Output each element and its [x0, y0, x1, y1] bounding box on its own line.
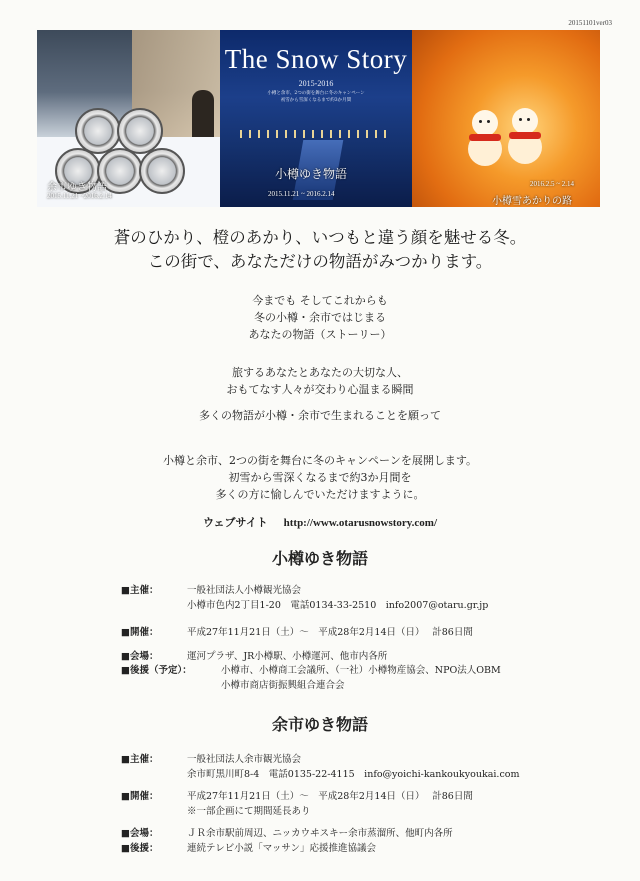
row-label: ■会場：	[121, 651, 159, 662]
whisky-barrel	[117, 108, 163, 154]
row-label: ■会場：	[121, 828, 159, 839]
row-value: 小樽市商店街振興組合連合会	[221, 680, 345, 691]
intro-block-1	[0, 292, 640, 343]
intro-line: 多くの物語が小樽・余市で生まれることを願って	[199, 409, 441, 422]
yoichi-organizer-row	[121, 752, 520, 782]
banner-caption-yoichi: 余市ゆき物語	[47, 182, 107, 193]
lead-line: この街で、あなただけの物語がみつかります。	[147, 252, 493, 271]
section-title-yoichi: 余市ゆき物語	[271, 715, 368, 734]
row-value: 小樽市、小樽商工会議所、（一社）小樽物産協会、NPO法人OBM	[221, 665, 501, 676]
intro-line: 今までも そしてこれからも	[252, 294, 388, 307]
intro-line: あなたの物語（ストーリー）	[248, 328, 392, 341]
yoichi-venue-row	[121, 826, 453, 841]
otaru-venue-row	[121, 649, 387, 664]
intro-line: 小樽と余市、2つの街を舞台に冬のキャンペーンを展開します。	[163, 454, 477, 467]
banner-panel-yukiakari	[412, 30, 600, 207]
intro-line: 初雪から雪深くなるまで約3か月間を	[228, 471, 412, 484]
otaru-period-row	[121, 625, 473, 640]
snowman	[472, 110, 498, 166]
snowman	[512, 108, 538, 164]
intro-block-3	[0, 407, 640, 424]
row-value: 余市町黒川町8-4 電話0135-22-4115 info@yoichi-kankoukyoukai.com	[187, 769, 520, 780]
row-value: ＪＲ余市駅前周辺、ニッカウヰスキー余市蒸溜所、他町内各所	[187, 828, 453, 839]
row-value: 一般社団法人小樽観光協会	[187, 585, 302, 596]
banner-caption-otaru: 小樽ゆき物語	[275, 167, 348, 181]
section-title-otaru: 小樽ゆき物語	[271, 549, 368, 568]
row-label: ■後援（予定）：	[121, 665, 192, 676]
row-value: 一般社団法人余市観光協会	[187, 754, 302, 765]
otaru-support-row	[121, 663, 501, 693]
snow-story-years: 2015-2016	[298, 79, 334, 88]
banner-panel-snow-story	[220, 30, 412, 207]
whisky-barrel	[75, 108, 121, 154]
whisky-barrel	[139, 148, 185, 194]
intro-line: 多くの方に愉しんでいただけますように。	[215, 488, 425, 501]
row-label: ■主催：	[121, 585, 159, 596]
row-label: ■開催：	[121, 627, 159, 638]
website-link[interactable]: http://www.otarusnowstory.com/	[283, 517, 438, 529]
row-value: 運河プラザ、JR小樽駅、小樽運河、他市内各所	[187, 651, 388, 662]
row-label: ■後援：	[121, 843, 159, 854]
yoichi-support-row	[121, 841, 376, 856]
row-value: 小樽市色内2丁目1-20 電話0134-33-2510 info2007@otaru.gr.jp	[187, 600, 489, 611]
snow-story-title: The Snow Story	[224, 44, 408, 74]
intro-line: 旅するあなたとあなたの大切な人、	[232, 366, 408, 379]
row-label: ■開催：	[121, 791, 159, 802]
row-value: 平成27年11月21日（土）～ 平成28年2月14日（日） 計86日間	[187, 791, 473, 802]
snow-story-subline: 初雪から雪深くなるまで約3か月間	[280, 98, 352, 103]
row-label: ■主催：	[121, 754, 159, 765]
banner-panel-yoichi	[37, 30, 220, 207]
snow-story-subline: 小樽と余市、2つの街を舞台に冬のキャンペーン	[267, 91, 365, 96]
intro-line: おもてなす人々が交わり心温まる瞬間	[226, 383, 414, 396]
lead-line: 蒼のひかり、橙のあかり、いつもと違う顔を魅せる冬。	[113, 228, 527, 247]
campaign-banner	[37, 30, 600, 207]
version-code: 20151101ver03	[568, 19, 612, 27]
yoichi-period-row	[121, 789, 473, 819]
row-value: 連続テレビ小説「マッサン」応援推進協議会	[187, 843, 376, 854]
row-value: ※一部企画にて期間延長あり	[187, 806, 311, 817]
canal-lights	[240, 130, 390, 138]
row-value: 平成27年11月21日（土）～ 平成28年2月14日（日） 計86日間	[187, 627, 473, 638]
banner-dates-yoichi: 2015.11.21 ~2016.2.14	[47, 192, 112, 200]
lead-copy	[0, 226, 640, 274]
banner-caption-yukiakari: 小樽雪あかりの路	[492, 196, 572, 207]
website-label: ウェブサイト	[202, 516, 268, 529]
website-line	[0, 514, 640, 530]
intro-line: 冬の小樽・余市ではじまる	[254, 311, 386, 324]
intro-block-2	[0, 364, 640, 398]
intro-block-4	[0, 452, 640, 503]
banner-dates-otaru: 2015.11.21 ~ 2016.2.14	[268, 190, 335, 198]
otaru-organizer-row	[121, 583, 488, 613]
banner-dates-yukiakari: 2016.2.5 ~ 2.14	[530, 180, 575, 188]
